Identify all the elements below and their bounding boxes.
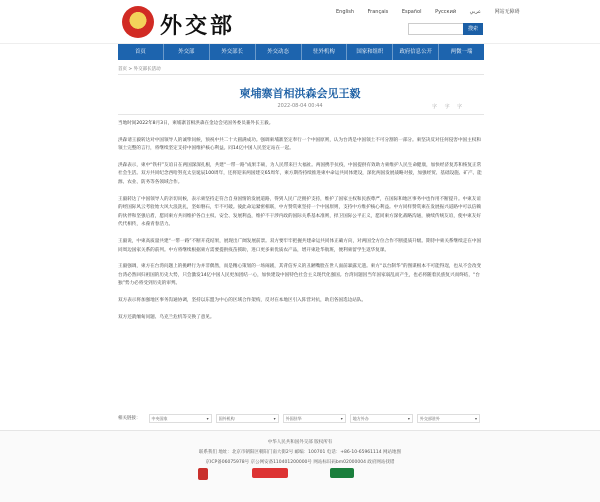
- divider: [118, 114, 484, 115]
- related-links: [118, 414, 484, 422]
- article-body: [118, 120, 484, 330]
- article-title: 柬埔寨首相洪森会见王毅: [239, 87, 361, 100]
- site-header: [0, 0, 600, 44]
- related-select-local[interactable]: 地方外办 ▾: [350, 414, 413, 423]
- article-paragraph: 双方表示将加强地区事务沟通协调，坚持以东盟为中心的区域合作架构，反对在本地区引入阵营对抗，助启各国选边站队。: [118, 297, 367, 303]
- related-select-foreign[interactable]: 国外机构 ▾: [216, 414, 279, 423]
- font-size-controls[interactable]: 字 字 字: [432, 104, 466, 110]
- footer-contact: 联系我们 地址：北京市朝阳区朝阳门南大街2号 邮编：100701 电话：+86-10-65961114 网站地图: [198, 450, 402, 455]
- article-paragraph: 洪森表示，柬中“铁杆”友谊日在两国深深扎根，共建“一带一路”成果丰硕，为人民带来巨大福祉。两国携手抗疫，中国提供有效助力柬维护人民生命健康，加快经济复苏和恢复正常社会生活。双方共同纪念西哈努克太皇诞辰100周年，还将迎来两国建交65周年，柬方期待持续推进柬中命运共同体建设，深化两国发展战略对接，加强经贸、基础设施、矿产、能源、农业、防务等各领域合作。: [118, 162, 482, 185]
- site-footer: [0, 430, 600, 502]
- article-paragraph: 王毅转达了中国领导人的亲切问候，表示柬坚持走符合自身国情的发展道路，得到人民广泛拥护支持，维护了国家主权和民族尊严，在国际和地区事务中也作用不断提升。中柬友谊的经国际风云考验始大风大浪洗礼，坚如磐石，牢不可破。彼此命运紧密相联，中方赞赏柬坚持一个中国原则，支持中方维护核心利益。中方同样赞赏柬在发展振兴道路中可以信赖的伙伴和坚强后盾，愿同柬方共同维护各自主权、安全、发展利益，维护不干涉内政的国际关系基本准则，捍卫国际公平正义，愿同柬方深化战略沟通，赓续传统友谊，使中柬友好代代相传，永葆青春活力。: [118, 196, 481, 228]
- search-button[interactable]: 搜索: [463, 23, 483, 35]
- nav-item-minister[interactable]: 外交部长: [210, 44, 256, 60]
- nav-item-missions-abroad[interactable]: 驻外机构: [302, 44, 348, 60]
- article-paragraph: 王毅强调，柬方在台湾问题上的挑衅行为并非偶然，而是精心策划的一场闹剧，其背信弃义的丑陋嘴脸在世人面前暴露无遗。柬方“以台制华”的图谋根本不可能得逞，也从不会改变台湾必然回归祖国的历史大势，只会激发14亿中国人民更加团结一心，加快建设中国特色社会主义现代化强国。台湾问题因当年国家弱乱而产生，也必将随着民族复兴而终结，“台独”势力必将受到历史的审判。: [118, 264, 482, 287]
- divider: [118, 74, 484, 75]
- related-select-embassies[interactable]: 外国驻华 ▾: [283, 414, 346, 423]
- accessibility-link[interactable]: 网站无障碍: [494, 9, 520, 15]
- lang-french-link[interactable]: Français: [367, 9, 389, 15]
- nav-item-home[interactable]: 首页: [118, 44, 164, 60]
- lang-arabic-link[interactable]: عربي: [469, 9, 481, 15]
- language-links: [336, 8, 532, 15]
- article-paragraph: 洪森请王毅转达对中国领导人的诚挚问候，预祝中共二十大圆满成功。强调柬埔寨坚定奉行一个中国原则，认为台湾是中国领土不可分割的一部分。柬坚决反对任何侵害中国主权和领土完整的言行，将继续坚定支持中国维护核心利益。同14亿中国人民坚定站在一起。: [118, 137, 481, 152]
- article-date: 2022-08-04 00:44: [277, 103, 323, 109]
- main-nav: [118, 44, 484, 60]
- site-title: 外交部: [160, 13, 236, 39]
- related-links-label: 相关链接：: [118, 416, 141, 421]
- gov-website-badge-icon[interactable]: [252, 468, 288, 478]
- footer-registration: 京ICP备06075978号 京公网安备110401200000号 网站标识码bm02000004 政府网站找错: [205, 460, 395, 465]
- aged-friendly-badge-icon[interactable]: [330, 468, 354, 478]
- article-paragraph: 王毅说，中柬高质量共建“一带一路”不断开花结果，展现出广阔发展前景。双方要牢牢把握共建命运共同体正确方向，对两国全方位合作不断提质升级。期待中柬关系继续走在中国同周边国家关系的前列。中方将继续根据柬方需要提供疫苗援助，进口更多柬优质农产品，增开柬赴华航班，便利柬留学生返华复课。: [118, 238, 482, 253]
- party-badge-icon[interactable]: [198, 468, 208, 480]
- article-paragraph: 双方还就缅甸问题、乌克兰危机等交换了意见。: [118, 314, 215, 320]
- breadcrumb[interactable]: 首页 > 外交部长活动: [118, 67, 161, 72]
- nav-item-ministry[interactable]: 外交部: [164, 44, 210, 60]
- lang-russian-link[interactable]: Русский: [435, 9, 457, 15]
- footer-copyright: 中华人民共和国外交部 版权所有: [267, 440, 333, 445]
- related-select-missions[interactable]: 外交部驻外 ▾: [417, 414, 480, 423]
- lang-english-link[interactable]: English: [336, 9, 355, 15]
- search-input[interactable]: [408, 23, 465, 35]
- article-paragraph: 当地时间2022年8月3日，柬埔寨首相洪森在金边会见国务委员兼外长王毅。: [118, 121, 274, 126]
- national-emblem-logo: [122, 6, 154, 38]
- nav-item-gov-info[interactable]: 政府信息公开: [393, 44, 439, 60]
- related-select-central[interactable]: 中央国家 ▾: [149, 414, 212, 423]
- nav-item-diplomatic-news[interactable]: 外交动态: [256, 44, 302, 60]
- nav-item-countries[interactable]: 国家和组织: [347, 44, 393, 60]
- lang-spanish-link[interactable]: Español: [401, 9, 422, 15]
- nav-item-mobile[interactable]: 两微一端: [450, 49, 473, 55]
